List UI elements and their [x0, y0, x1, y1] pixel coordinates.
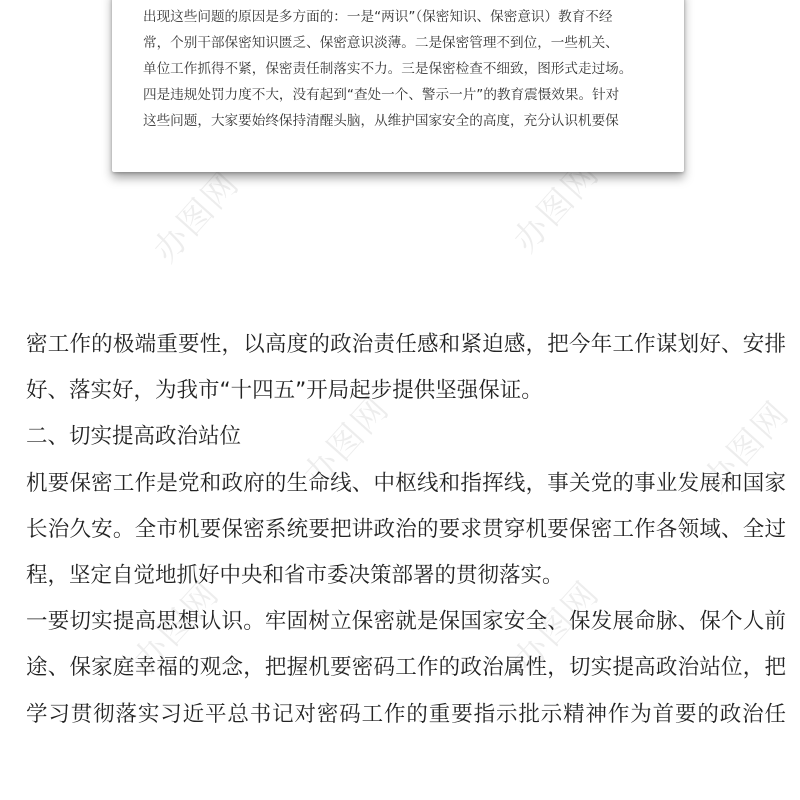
body-line: 好、落实好，为我市“十四五”开局起步提供坚强保证。 — [26, 378, 543, 404]
watermark: 办图网 — [505, 153, 608, 261]
body-line: 途、保家庭幸福的观念，把握机要密码工作的政治属性，切实提高政治站位，把 — [26, 655, 786, 681]
document-body — [26, 322, 786, 738]
watermark: 办图网 — [505, 573, 608, 681]
watermark: 办图网 — [295, 388, 398, 496]
preview-line: 四是违规处罚力度不大，没有起到“查处一个、警示一片”的教育震慑效果。针对 — [143, 87, 620, 103]
preview-paragraph — [143, 4, 663, 134]
body-line: 长治久安。全市机要保密系统要把讲政治的要求贯穿机要保密工作各领域、全过 — [26, 516, 786, 542]
body-line: 学习贯彻落实习近平总书记对密码工作的重要指示批示精神作为首要的政治任 — [26, 701, 786, 727]
preview-line: 这些问题，大家要始终保持清醒头脑，从维护国家安全的高度，充分认识机要保 — [143, 113, 619, 129]
page-preview-card — [112, 0, 684, 172]
preview-line: 单位工作抓得不紧，保密责任制落实不力。三是保密检查不细致，图形式走过场。 — [143, 61, 633, 77]
watermark: 办图网 — [145, 163, 248, 271]
preview-line: 常，个别干部保密知识匮乏、保密意识淡薄。二是保密管理不到位，一些机关、 — [143, 35, 619, 51]
watermark: 办图网 — [125, 573, 228, 681]
preview-line: 出现这些问题的原因是多方面的：一是“两识”（保密知识、保密意识）教育不经 — [143, 9, 613, 25]
body-line: 程，坚定自觉地抓好中央和省市委决策部署的贯彻落实。 — [26, 562, 564, 588]
body-line: 一要切实提高思想认识。牢固树立保密就是保国家安全、保发展命脉、保个人前 — [26, 609, 786, 635]
watermark: 办图网 — [695, 393, 798, 501]
body-line: 机要保密工作是党和政府的生命线、中枢线和指挥线，事关党的事业发展和国家 — [26, 470, 786, 496]
body-line: 密工作的极端重要性，以高度的政治责任感和紧迫感，把今年工作谋划好、安排 — [26, 332, 786, 357]
section-heading: 二、切实提高政治站位 — [26, 424, 242, 450]
